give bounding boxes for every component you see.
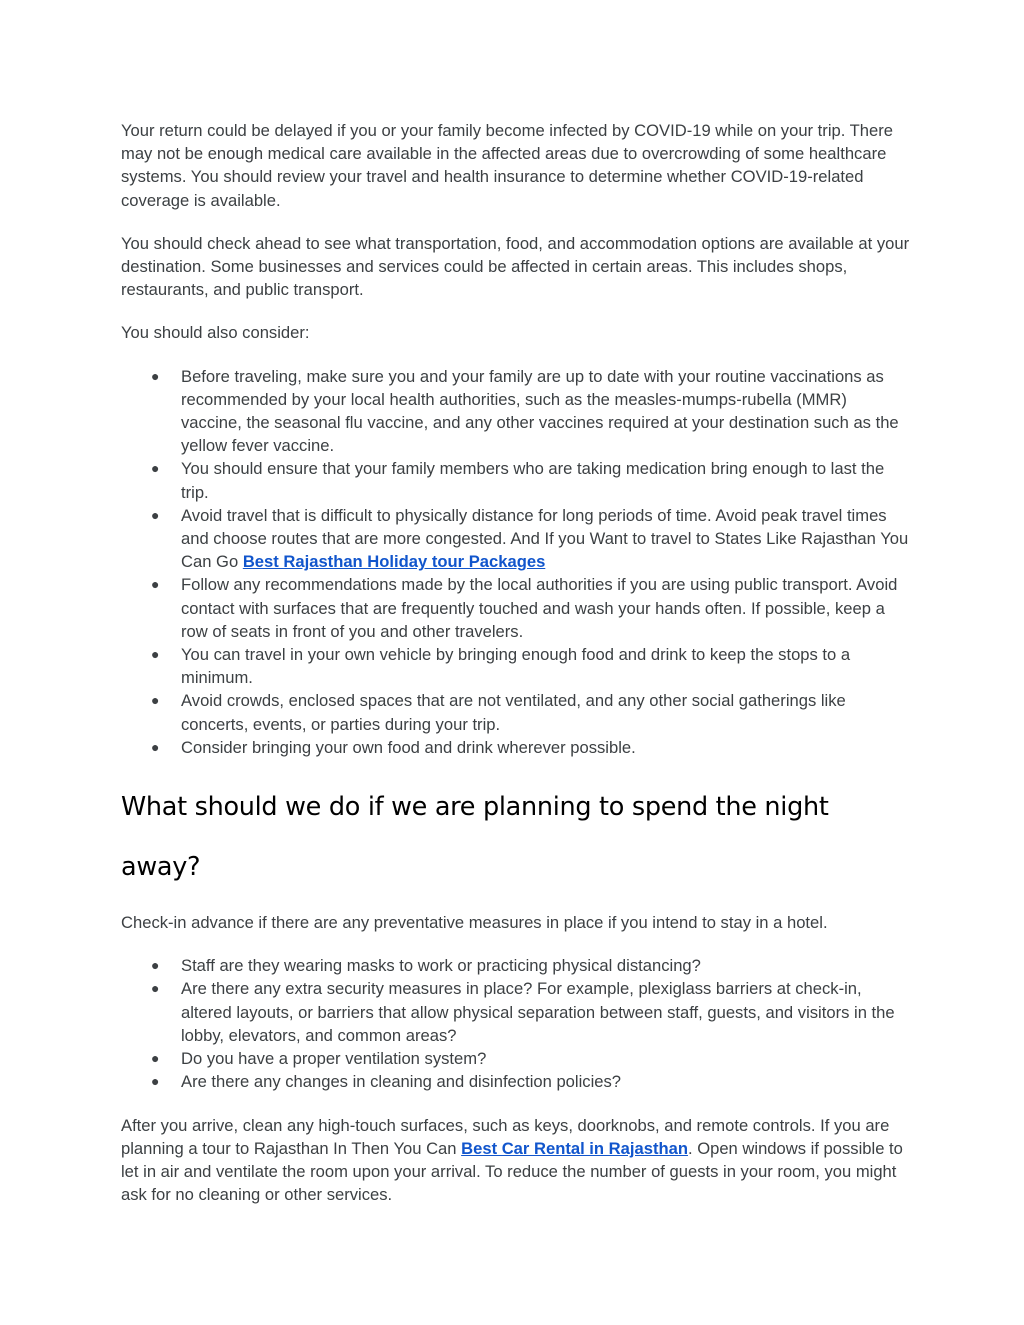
paragraph-check-in: Check-in advance if there are any preventative measures in place if you intend to stay in a hotel. bbox=[121, 913, 828, 933]
bullet-icon: ● bbox=[151, 738, 160, 755]
bullet-icon: ● bbox=[151, 460, 160, 477]
bullet-icon: ● bbox=[151, 957, 160, 974]
list-item: ● Avoid crowds, enclosed spaces that are not ventilated, and any other social gatherings like concerts, events, or parties during your trip. bbox=[151, 691, 846, 734]
bullet-icon: ● bbox=[151, 576, 160, 593]
paragraph-return-delay: Your return could be delayed if you or your family become infected by COVID-19 while on your trip. There may not be enough medical care available in the affected areas due to overcrowding of some healthcare systems. You should review your travel and health insurance to determine whether COVID-19-related coverage is available. bbox=[121, 121, 894, 210]
list-item: ● Do you have a proper ventilation system? bbox=[121, 1047, 911, 1070]
bullet-icon: ● bbox=[151, 1050, 160, 1067]
section-heading: What should we do if we are planning to spend the night away? bbox=[121, 792, 829, 883]
bullet-icon: ● bbox=[151, 1073, 160, 1090]
list-item: ● Consider bringing your own food and drink wherever possible. bbox=[121, 736, 911, 759]
list-item: ● Before traveling, make sure you and your family are up to date with your routine vaccinations as recommended by your local health authorities, such as the measles-mumps-rubella (MMR) vaccine, the seasonal flu vaccine, and any other vaccines required at your destination such as the yellow fever vaccine. bbox=[151, 366, 899, 456]
list-item: ● Follow any recommendations made by the local authorities if you are using public transport. Avoid contact with surfaces that are frequently touched and wash your hands often. If possible, keep a row of seats in front of you and other travelers. bbox=[151, 575, 898, 641]
rajasthan-holiday-packages-link[interactable]: Best Rajasthan Holiday tour Packages bbox=[242, 552, 546, 572]
paragraph-check-ahead: You should check ahead to see what transportation, food, and accommodation options are available at your destination. Some businesses and services could be affected in certain areas. This includes shops, restaurants, and public transport. bbox=[121, 233, 910, 300]
hotel-questions-list bbox=[121, 954, 911, 1093]
paragraph-after-arrive: After you arrive, clean any high-touch surfaces, such as keys, doorknobs, and remote controls. If you are planning a tour to Rajasthan In Then You Can Best Car Rental in Rajasthan. Open windows if possible to let in air and ventilate the room upon your arrival. To reduce the number of guests in your room, you might ask for no cleaning or other services. bbox=[121, 1115, 903, 1205]
consider-list bbox=[121, 365, 911, 759]
list-item: ● Staff are they wearing masks to work or practicing physical distancing? bbox=[121, 954, 911, 977]
bullet-icon: ● bbox=[151, 980, 160, 997]
list-item: ● You can travel in your own vehicle by bringing enough food and drink to keep the stops to a minimum. bbox=[151, 645, 851, 688]
bullet-icon: ● bbox=[151, 506, 160, 523]
list-item: ● Are there any extra security measures in place? For example, plexiglass barriers at check-in, altered layouts, or barriers that allow physical separation between staff, guests, and visitors in the lobby, elevators, and common areas? bbox=[151, 979, 895, 1045]
bullet-icon: ● bbox=[151, 692, 160, 709]
list-item: ● You should ensure that your family members who are taking medication bring enough to last the trip. bbox=[151, 459, 885, 502]
list-item: ● Avoid travel that is difficult to physically distance for long periods of time. Avoid peak travel times and choose routes that are more congested. And If you Want to travel to States Like Rajasthan You Can Go Best Rajasthan Holiday tour Packages bbox=[151, 505, 909, 572]
bullet-icon: ● bbox=[151, 646, 160, 663]
paragraph-also-consider: You should also consider: bbox=[121, 323, 310, 343]
document-page bbox=[121, 119, 911, 1206]
bullet-icon: ● bbox=[151, 367, 160, 384]
list-item: ● Are there any changes in cleaning and disinfection policies? bbox=[121, 1070, 911, 1093]
car-rental-rajasthan-link[interactable]: Best Car Rental in Rajasthan bbox=[461, 1138, 688, 1158]
